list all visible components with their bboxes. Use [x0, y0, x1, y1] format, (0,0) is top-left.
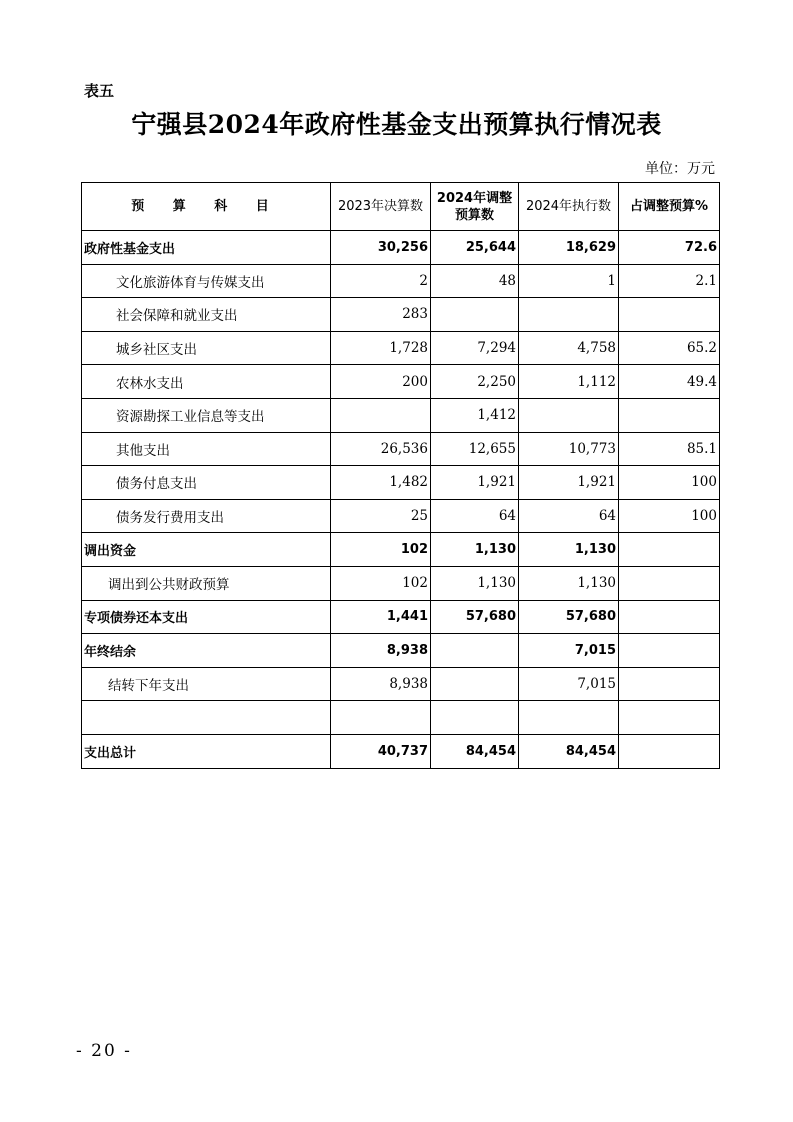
cell-percent	[619, 667, 720, 701]
cell-2024-executed: 18,629	[519, 231, 619, 265]
header-subject: 预 算 科 目	[82, 183, 331, 231]
cell-percent	[619, 600, 720, 634]
cell-2023: 2	[331, 264, 431, 298]
cell-2023	[331, 701, 431, 735]
unit-label: 单位：万元	[645, 161, 715, 177]
row-name: 支出总计	[82, 734, 331, 768]
cell-2024-adjusted: 1,130	[431, 533, 519, 567]
header-2024-executed: 2024年执行数	[519, 183, 619, 231]
cell-2023: 8,938	[331, 634, 431, 668]
cell-2024-adjusted	[431, 701, 519, 735]
cell-2024-adjusted: 2,250	[431, 365, 519, 399]
cell-2024-adjusted: 25,644	[431, 231, 519, 265]
row-name: 专项债券还本支出	[82, 600, 331, 634]
table-row	[82, 634, 720, 668]
row-name: 社会保障和就业支出	[82, 298, 331, 332]
header-2023-final: 2023年决算数	[331, 183, 431, 231]
cell-2024-executed: 1,130	[519, 533, 619, 567]
table-row	[82, 331, 720, 365]
cell-2023: 1,482	[331, 466, 431, 500]
cell-2024-executed: 7,015	[519, 634, 619, 668]
row-name	[82, 701, 331, 735]
header-2024-adjusted	[431, 183, 519, 231]
row-name: 债务付息支出	[82, 466, 331, 500]
cell-2024-executed: 64	[519, 499, 619, 533]
header-2024-adjusted-line1: 2024年调整	[436, 190, 513, 206]
cell-percent	[619, 298, 720, 332]
cell-2024-executed	[519, 701, 619, 735]
cell-2023: 30,256	[331, 231, 431, 265]
cell-2023: 102	[331, 533, 431, 567]
cell-2024-executed	[519, 398, 619, 432]
cell-percent	[619, 634, 720, 668]
cell-2024-executed: 1,921	[519, 466, 619, 500]
cell-2024-executed: 7,015	[519, 667, 619, 701]
cell-percent: 65.2	[619, 331, 720, 365]
cell-2024-executed: 1	[519, 264, 619, 298]
row-name: 农林水支出	[82, 365, 331, 399]
table-row	[82, 398, 720, 432]
cell-2023: 26,536	[331, 432, 431, 466]
cell-2023: 102	[331, 566, 431, 600]
cell-2024-executed: 1,112	[519, 365, 619, 399]
table-row	[82, 432, 720, 466]
row-name: 结转下年支出	[82, 667, 331, 701]
cell-2024-executed: 10,773	[519, 432, 619, 466]
cell-2024-executed	[519, 298, 619, 332]
table-row	[82, 701, 720, 735]
cell-percent: 100	[619, 466, 720, 500]
cell-2023: 40,737	[331, 734, 431, 768]
cell-2024-adjusted: 48	[431, 264, 519, 298]
row-name: 债务发行费用支出	[82, 499, 331, 533]
cell-2023: 1,441	[331, 600, 431, 634]
table-row	[82, 365, 720, 399]
cell-percent: 72.6	[619, 231, 720, 265]
table-row	[82, 231, 720, 265]
row-name: 资源勘探工业信息等支出	[82, 398, 331, 432]
header-2024-adjusted-line2: 预算数	[454, 207, 494, 223]
cell-2023: 8,938	[331, 667, 431, 701]
cell-2024-executed: 4,758	[519, 331, 619, 365]
cell-2024-executed: 57,680	[519, 600, 619, 634]
cell-2024-adjusted: 1,921	[431, 466, 519, 500]
cell-2024-adjusted: 57,680	[431, 600, 519, 634]
row-name: 调出到公共财政预算	[82, 566, 331, 600]
page-title: 宁强县2024年政府性基金支出预算执行情况表	[131, 110, 662, 139]
cell-2024-adjusted: 7,294	[431, 331, 519, 365]
cell-2024-adjusted	[431, 667, 519, 701]
row-name: 城乡社区支出	[82, 331, 331, 365]
table-row	[82, 667, 720, 701]
cell-2024-adjusted: 12,655	[431, 432, 519, 466]
cell-percent	[619, 734, 720, 768]
table-row	[82, 499, 720, 533]
header-percent-of-adjusted: 占调整预算%	[619, 183, 720, 231]
budget-table	[81, 182, 720, 769]
row-name: 其他支出	[82, 432, 331, 466]
cell-percent	[619, 566, 720, 600]
cell-2024-executed: 1,130	[519, 566, 619, 600]
cell-2024-adjusted: 1,130	[431, 566, 519, 600]
table-tag: 表五	[84, 82, 115, 100]
table-row	[82, 264, 720, 298]
cell-2024-adjusted: 64	[431, 499, 519, 533]
row-name: 文化旅游体育与传媒支出	[82, 264, 331, 298]
header-row	[82, 183, 720, 231]
table-row	[82, 734, 720, 768]
table-row	[82, 466, 720, 500]
cell-percent: 100	[619, 499, 720, 533]
table-row	[82, 533, 720, 567]
table-row	[82, 600, 720, 634]
cell-2024-executed: 84,454	[519, 734, 619, 768]
row-name: 年终结余	[82, 634, 331, 668]
table-row	[82, 298, 720, 332]
cell-2023: 25	[331, 499, 431, 533]
row-name: 政府性基金支出	[82, 231, 331, 265]
cell-2023	[331, 398, 431, 432]
cell-2024-adjusted: 84,454	[431, 734, 519, 768]
row-name: 调出资金	[82, 533, 331, 567]
cell-2023: 1,728	[331, 331, 431, 365]
table-row	[82, 566, 720, 600]
cell-2023: 200	[331, 365, 431, 399]
cell-percent: 85.1	[619, 432, 720, 466]
cell-2024-adjusted	[431, 634, 519, 668]
page-number: - 20 -	[76, 1041, 132, 1061]
cell-2024-adjusted	[431, 298, 519, 332]
cell-percent	[619, 701, 720, 735]
cell-percent: 2.1	[619, 264, 720, 298]
cell-2024-adjusted: 1,412	[431, 398, 519, 432]
cell-percent: 49.4	[619, 365, 720, 399]
cell-percent	[619, 398, 720, 432]
cell-2023: 283	[331, 298, 431, 332]
cell-percent	[619, 533, 720, 567]
